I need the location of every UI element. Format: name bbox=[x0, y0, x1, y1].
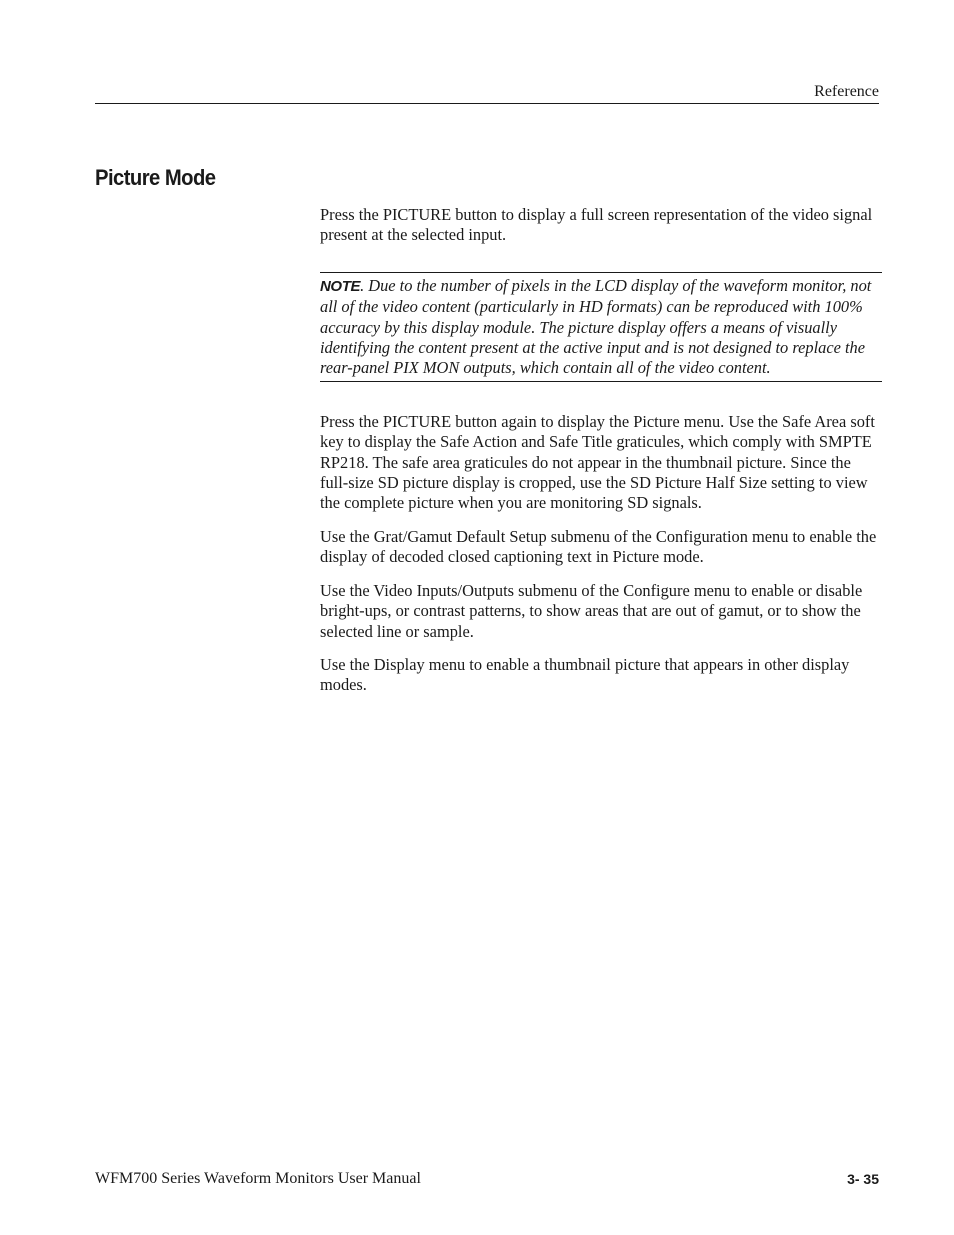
header-rule bbox=[95, 103, 879, 104]
note-box bbox=[320, 272, 882, 382]
note-label: NOTE bbox=[320, 277, 361, 295]
footer-page-number: 3- 35 bbox=[847, 1171, 879, 1187]
intro-paragraph: Press the PICTURE button to display a full screen representation of the video signal present at the selected input. bbox=[320, 205, 873, 245]
body-paragraph-thumbnail: Use the Display menu to enable a thumbnail picture that appears in other display modes. bbox=[320, 654, 850, 695]
body-paragraph-safe-area: Press the PICTURE button again to display the Picture menu. Use the Safe Area soft key to display the Safe Action and Safe Title graticules, which comply with SMPTE RP218. The safe area graticules do not appear in the thumbnail picture. Since the full-size SD picture display is cropped, use the SD Picture Half Size setting to view the complete picture when you are monitoring SD signals. bbox=[320, 411, 875, 513]
body-paragraph-bright-ups: Use the Video Inputs/Outputs submenu of the Configure menu to enable or disable bright-ups, or contrast patterns, to show areas that are out of gamut, or to show the selected line or sample. bbox=[320, 580, 863, 641]
running-header: Reference bbox=[814, 83, 879, 100]
note-text: . Due to the number of pixels in the LCD display of the waveform monitor, not all of the video content (particularly in HD formats) can be reproduced with 100% accuracy by this display module. The picture display offers a means of visually identifying the content present at the active input and is not designed to replace the rear-panel PIX MON outputs, which contain all of the video content. bbox=[320, 275, 872, 378]
body-column bbox=[320, 205, 882, 696]
footer-manual-title: WFM700 Series Waveform Monitors User Manual bbox=[95, 1170, 421, 1187]
body-paragraph-captioning: Use the Grat/Gamut Default Setup submenu of the Configuration menu to enable the display of decoded closed captioning text in Picture mode. bbox=[320, 526, 877, 567]
section-title: Picture Mode bbox=[95, 165, 216, 190]
